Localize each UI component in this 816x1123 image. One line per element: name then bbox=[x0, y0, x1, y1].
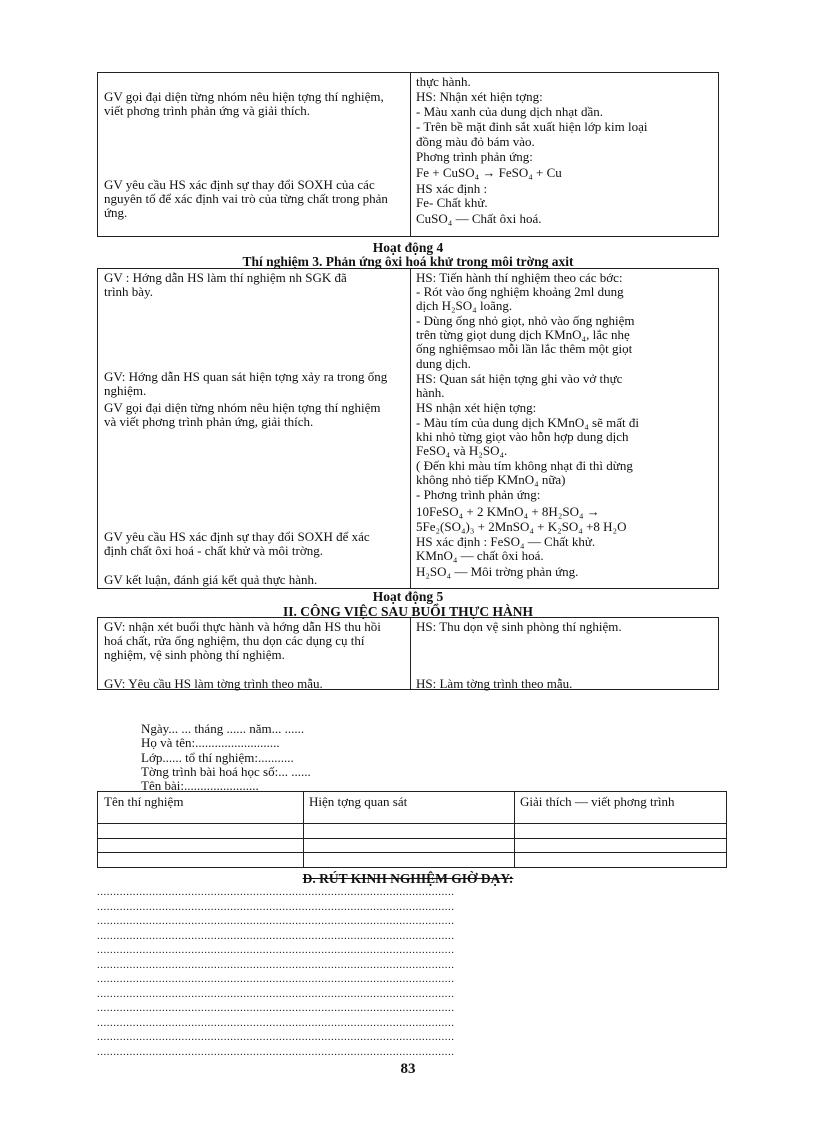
report-header-observation: Hiện tợng quan sát bbox=[309, 794, 408, 809]
hs-line: ống nghiệmsao mỗi lần lắc thêm một giọt bbox=[416, 341, 633, 356]
form-class: Lớp...... tổ thí nghiệm:........... bbox=[141, 750, 294, 765]
activity3-table bbox=[97, 72, 719, 237]
reaction-equation: Fe + CuSO₄ → FeSO₄ + Cu bbox=[416, 165, 562, 180]
hs-line: Fe- Chất khử. bbox=[416, 195, 488, 210]
form-name: Họ và tên:.......................... bbox=[141, 735, 280, 750]
hs-line: dịch H₂SO₄ loãng. bbox=[416, 298, 513, 313]
gv-instruction-1: GV : Hớng dẫn HS làm thí nghiệm nh SGK đã trình bày. bbox=[104, 270, 347, 299]
dotted-line: .............................................................................................................. bbox=[97, 1031, 455, 1043]
hs-line: dung dịch. bbox=[416, 356, 471, 371]
hs-line: - Dùng ống nhỏ giọt, nhỏ vào ống nghiệm bbox=[416, 313, 635, 328]
hs-line: H₂SO₄ — Môi trờng phản ứng. bbox=[416, 564, 579, 579]
hs-line: trên từng giọt dung dịch KMnO₄, lắc nhẹ bbox=[416, 327, 630, 342]
hs-line: HS: Quan sát hiện tợng ghi vào vở thực bbox=[416, 371, 623, 386]
hs-line: không nhỏ tiếp KMnO₄ nữa) bbox=[416, 472, 566, 487]
hs-line: HS: Nhận xét hiện tợng: bbox=[416, 89, 543, 104]
dotted-line: .............................................................................................................. bbox=[97, 1002, 455, 1014]
hs-line: khi nhỏ từng giọt vào hỗn hợp dung dịch bbox=[416, 429, 629, 444]
gv-instruction-4: GV yêu cầu HS xác định sự thay đổi SOXH để xác định chất ôxi hoá - chất khử và môi trờng. bbox=[104, 529, 370, 558]
hs-line: HS nhận xét hiện tợng: bbox=[416, 400, 537, 415]
activity5-table bbox=[97, 617, 719, 690]
hs-line: - Rót vào ống nghiệm khoảng 2ml dung bbox=[416, 284, 624, 299]
hs-line: - Màu tím của dung dịch KMnO₄ sẽ mất đi bbox=[416, 415, 639, 430]
hs-line: hành. bbox=[416, 385, 445, 400]
hs-line: HS xác định : bbox=[416, 181, 488, 196]
dotted-line: .............................................................................................................. bbox=[97, 944, 455, 956]
gv-instruction-2: GV: Yêu cầu HS làm tờng trình theo mẫu. bbox=[104, 676, 323, 691]
hs-line: - Trên bề mặt đinh sắt xuất hiện lớp kim loại bbox=[416, 119, 648, 134]
form-report-number: Tờng trình bài hoá học số:... ...... bbox=[141, 764, 311, 779]
hs-line: ( Đến khi màu tím không nhạt đi thì dừng bbox=[416, 458, 633, 473]
report-header-explanation: Giải thích — viết phơng trình bbox=[520, 794, 675, 809]
hs-line: - Phơng trình phản ứng: bbox=[416, 487, 541, 502]
gv-instruction-1: GV: nhận xét buổi thực hành và hớng dẫn HS thu hồi hoá chất, rửa ống nghiệm, thu dọn các dụng cụ thí nghiệm, vệ sinh phòng thí nghiệm. bbox=[104, 619, 381, 662]
hs-line: FeSO₄ và H₂SO₄. bbox=[416, 443, 508, 458]
hs-line: thực hành. bbox=[416, 74, 471, 89]
dotted-line: .............................................................................................................. bbox=[97, 915, 455, 927]
activity4-table bbox=[97, 268, 719, 589]
reaction-equation: 5Fe₂(SO₄)₃ + 2MnSO₄ + K₂SO₄ +8 H₂O bbox=[416, 519, 627, 534]
hs-line: HS: Thu dọn vệ sinh phòng thí nghiệm. bbox=[416, 619, 622, 634]
form-date: Ngày... ... tháng ...... năm... ...... bbox=[141, 721, 305, 736]
activity4-title: Hoạt động 4 bbox=[372, 240, 444, 255]
dotted-line: .............................................................................................................. bbox=[97, 1017, 455, 1029]
gv-instruction-2: GV: Hớng dẫn HS quan sát hiện tợng xảy ra trong ống nghiệm. bbox=[104, 369, 388, 398]
report-table bbox=[97, 791, 727, 868]
activity5-title: Hoạt động 5 bbox=[372, 589, 444, 604]
gv-instruction-5: GV kết luận, đánh giá kết quả thực hành. bbox=[104, 572, 318, 587]
hs-line: HS: Làm tờng trình theo mẫu. bbox=[416, 676, 573, 691]
report-header-experiment: Tên thí nghiệm bbox=[104, 794, 184, 809]
activity4-subtitle: Thí nghiệm 3. Phản ứng ôxi hoá khử trong môi trờng axit bbox=[242, 254, 574, 269]
hs-line: đồng màu đỏ bám vào. bbox=[416, 134, 535, 149]
page-number: 83 bbox=[400, 1061, 416, 1077]
form-lesson-name: Tên bài:....................... bbox=[141, 778, 259, 793]
hs-line: Phơng trình phản ứng: bbox=[416, 149, 533, 164]
dotted-line: .............................................................................................................. bbox=[97, 959, 455, 971]
dotted-line: .............................................................................................................. bbox=[97, 886, 455, 898]
gv-instruction-1: GV gọi đại diện từng nhóm nêu hiện tợng thí nghiệm, viết phơng trình phản ứng và giải thích. bbox=[104, 89, 384, 118]
gv-instruction-2: GV yêu cầu HS xác định sự thay đổi SOXH của các nguyên tố để xác định vai trò của từng chất trong phản ứng. bbox=[104, 177, 388, 220]
dotted-line: .............................................................................................................. bbox=[97, 1046, 455, 1058]
section-d-title: D. RÚT KINH NGHIỆM GIỜ DẠY: bbox=[302, 871, 514, 886]
gv-instruction-3: GV gọi đại diện từng nhóm nêu hiện tợng thí nghiệm và viết phơng trình phản ứng, giải thích. bbox=[104, 400, 381, 429]
dotted-line: .............................................................................................................. bbox=[97, 901, 455, 913]
dotted-line: .............................................................................................................. bbox=[97, 930, 455, 942]
hs-line: HS: Tiến hành thí nghiệm theo các bớc: bbox=[416, 270, 623, 285]
hs-line: KMnO₄ — chất ôxi hoá. bbox=[416, 548, 544, 563]
hs-line: HS xác định : FeSO₄ — Chất khử. bbox=[416, 534, 596, 549]
hs-line: - Màu xanh của dung dịch nhạt dần. bbox=[416, 104, 604, 119]
dotted-line: .............................................................................................................. bbox=[97, 973, 455, 985]
activity5-subtitle: II. CÔNG VIỆC SAU BUỔI THỰC HÀNH bbox=[283, 604, 533, 619]
reaction-equation: 10FeSO₄ + 2 KMnO₄ + 8H₂SO₄ → bbox=[416, 504, 600, 519]
hs-line: CuSO₄ — Chất ôxi hoá. bbox=[416, 211, 542, 226]
dotted-line: .............................................................................................................. bbox=[97, 988, 455, 1000]
